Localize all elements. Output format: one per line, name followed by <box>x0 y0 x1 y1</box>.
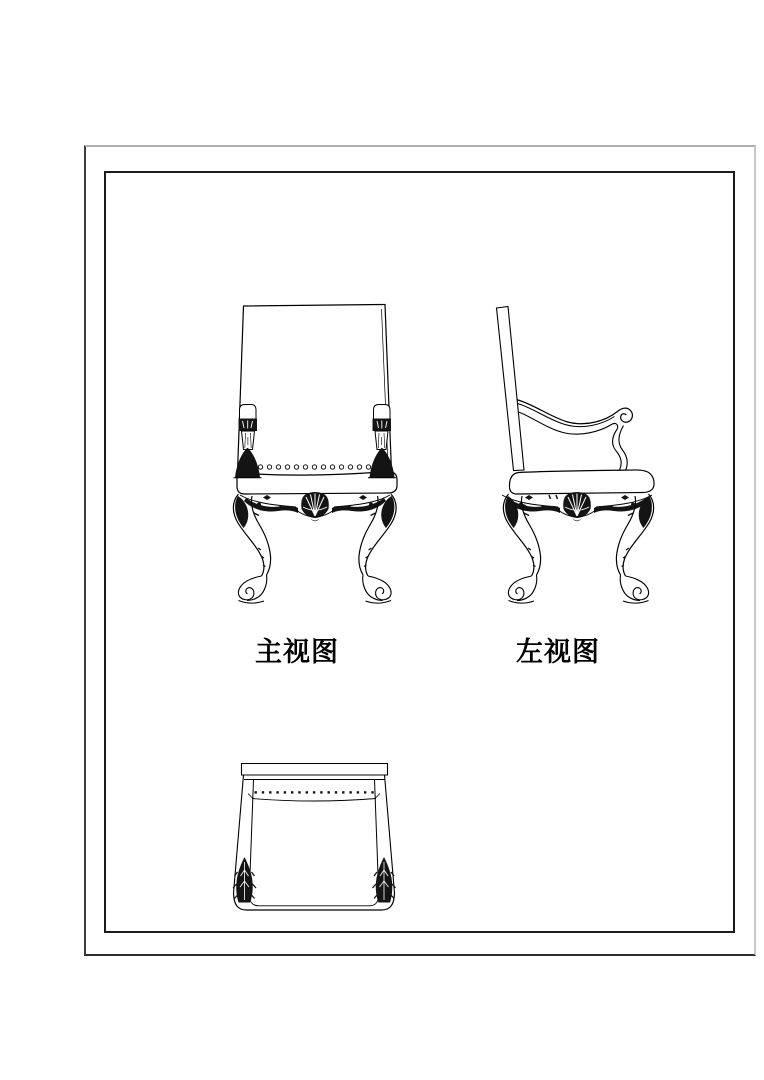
apron-carving-side <box>502 492 652 521</box>
top-rail <box>242 764 388 776</box>
upholstery-line <box>252 799 376 802</box>
stud-row <box>255 791 374 793</box>
left-view <box>497 307 655 604</box>
left-view-label: 左视图 <box>516 637 600 668</box>
bottom-rail-outer <box>234 893 395 910</box>
armrest-profile <box>517 400 633 471</box>
bottom-rail-inner <box>250 897 379 906</box>
backrest <box>238 305 392 473</box>
front-view-label: 主视图 <box>255 637 339 668</box>
front-view <box>233 305 397 604</box>
seat-cushion-side <box>509 470 654 494</box>
back-post <box>497 307 525 471</box>
apron-carving-front <box>240 492 390 521</box>
back-view <box>233 764 396 911</box>
